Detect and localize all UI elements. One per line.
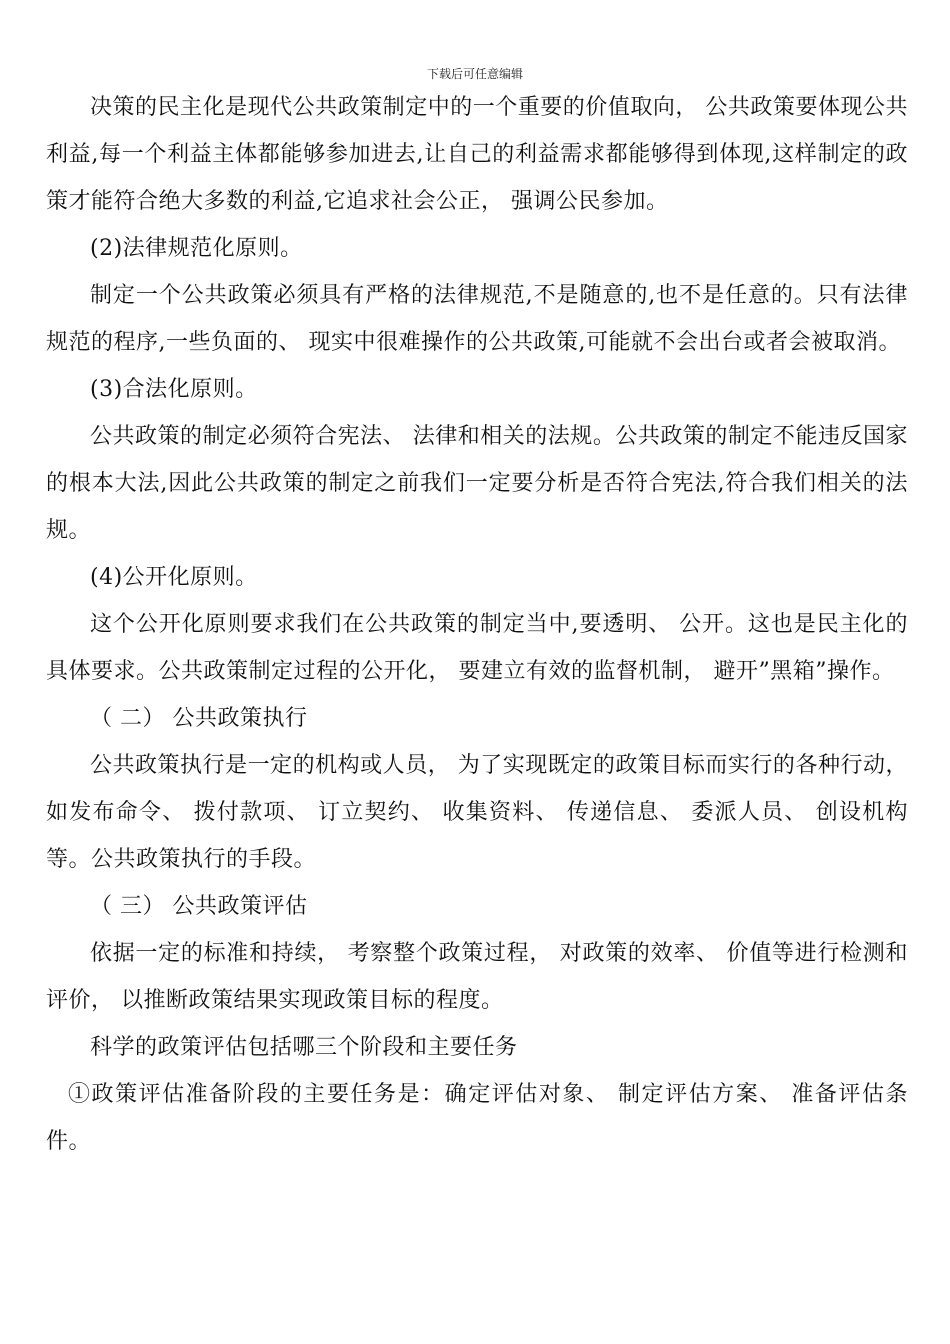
- paragraph-openness: 这个公开化原则要求我们在公共政策的制定当中,要透明、 公开。这也是民主化的具体要求。公共政策制定过程的公开化， 要建立有效的监督机制， 避开”黑箱”操作。: [46, 612, 908, 684]
- paragraph-democratization: 决策的民主化是现代公共政策制定中的一个重要的价值取向， 公共政策要体现公共利益,每一个利益主体都能够参加进去,让自己的利益需求都能够得到体现,这样制定的政策才能符合绝大多数的利益,它追求社会公正， 强调公民参加。: [46, 95, 908, 214]
- heading-policy-evaluation: （ 三） 公共政策评估: [90, 894, 308, 919]
- document-body: [46, 84, 908, 1165]
- paragraph-evaluation-stages-question: 科学的政策评估包括哪三个阶段和主要任务: [90, 1035, 518, 1060]
- paragraph-legal-standardization: 制定一个公共政策必须具有严格的法律规范,不是随意的,也不是任意的。只有法律规范的程序,一些负面的、 现实中很难操作的公共政策,可能就不会出台或者会被取消。: [46, 283, 908, 355]
- paragraph-policy-execution: 公共政策执行是一定的机构或人员， 为了实现既定的政策目标而实行的各种行动， 如发布命令、 拨付款项、 订立契约、 收集资料、 传递信息、 委派人员、 创设机构等。公共政策执行的手段。: [46, 753, 908, 872]
- paragraph-legalization: 公共政策的制定必须符合宪法、 法律和相关的法规。公共政策的制定不能违反国家的根本大法,因此公共政策的制定之前我们一定要分析是否符合宪法,符合我们相关的法规。: [46, 424, 908, 543]
- header-note: 下载后可任意编辑: [426, 67, 523, 81]
- heading-legalization: (3)合法化原则。: [90, 377, 258, 402]
- paragraph-policy-evaluation: 依据一定的标准和持续， 考察整个政策过程， 对政策的效率、 价值等进行检测和评价， 以推断政策结果实现政策目标的程度。: [46, 941, 908, 1013]
- paragraph-evaluation-preparation-stage: ①政策评估准备阶段的主要任务是：确定评估对象、 制定评估方案、 准备评估条件。: [46, 1082, 908, 1154]
- heading-openness: (4)公开化原则。: [90, 565, 258, 590]
- heading-policy-execution: （ 二） 公共政策执行: [90, 706, 308, 731]
- heading-legal-standardization: (2)法律规范化原则。: [90, 236, 303, 261]
